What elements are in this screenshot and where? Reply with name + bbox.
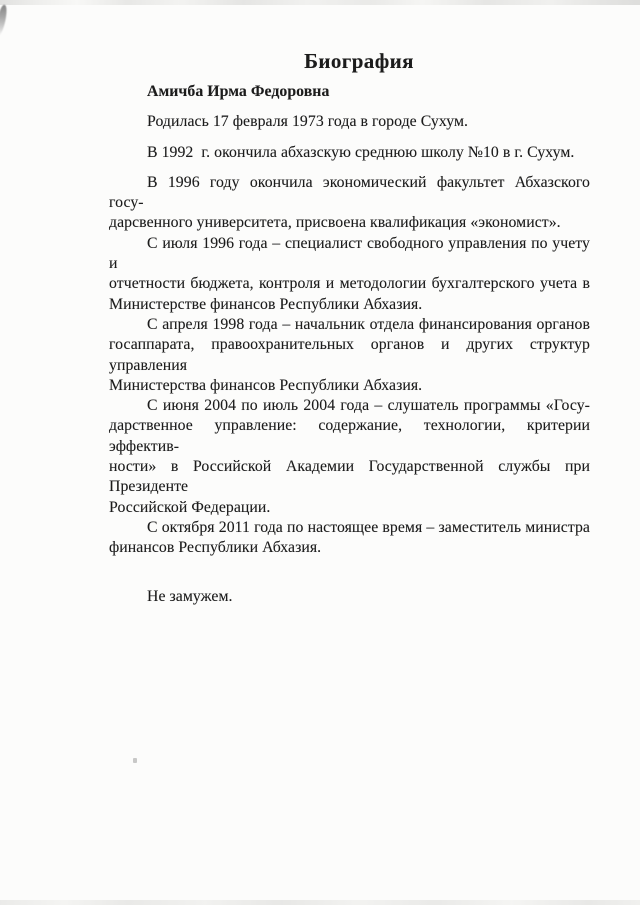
paragraph-school [109, 143, 590, 163]
text-line: С октября 2011 года по настоящее время – заместитель министра [147, 518, 590, 536]
document-body [109, 82, 590, 607]
text-line: С июня 2004 по июль 2004 года – слушатель программы «Госу- [147, 397, 590, 415]
text-line: дарственное управление: содержание, технологии, критерии эффектив- [109, 417, 590, 455]
text-line: С апреля 1998 года – начальник отдела финансирования органов [147, 315, 590, 333]
paragraph-university [109, 173, 590, 234]
paragraph-birth [109, 112, 590, 132]
paragraph-study-2004 [109, 396, 590, 518]
scan-edge-bottom-artifact [0, 900, 640, 905]
text-line: Родилась 17 февраля 1973 года в городе Сухум. [147, 113, 469, 131]
scan-edge-top-artifact [0, 0, 640, 5]
paragraph-job-1998 [109, 315, 590, 396]
text-line: госаппарата, правоохранительных органов и других структур управления [109, 336, 590, 374]
text-line: ности» в Российской Академии Государственной службы при Президенте [109, 458, 590, 496]
text-line: В 1996 году окончила экономический факультет Абхазского госу- [109, 173, 590, 212]
text-line: Министерства финансов Республики Абхазия. [109, 376, 423, 394]
text-line: Министерстве финансов Республики Абхазия. [109, 295, 423, 313]
paragraph-job-1996 [109, 234, 590, 315]
text-line: отчетности бюджета, контроля и методологии бухгалтерского учета в [109, 275, 590, 293]
paragraph-person-name [109, 82, 590, 102]
text-line: Не замужем. [147, 587, 233, 605]
paragraph-marital-status [109, 587, 590, 607]
document-title: Биография [304, 49, 414, 73]
scan-corner-fold-artifact [0, 4, 9, 37]
text-line: дарсвенного университета, присвоена квалификация «экономист». [109, 214, 561, 232]
text-line: В 1992 г. окончила абхазскую среднюю школу №10 в г. Сухум. [147, 143, 575, 161]
text-line: Российской Федерации. [109, 498, 271, 516]
text-line: С июля 1996 года – специалист свободного управления по учету и [109, 234, 590, 273]
scan-speck-artifact [133, 758, 137, 763]
paragraph-job-2011 [109, 518, 590, 559]
text-line: финансов Республики Абхазия. [109, 539, 322, 557]
person-name: Амичба Ирма Федоровна [147, 83, 330, 100]
